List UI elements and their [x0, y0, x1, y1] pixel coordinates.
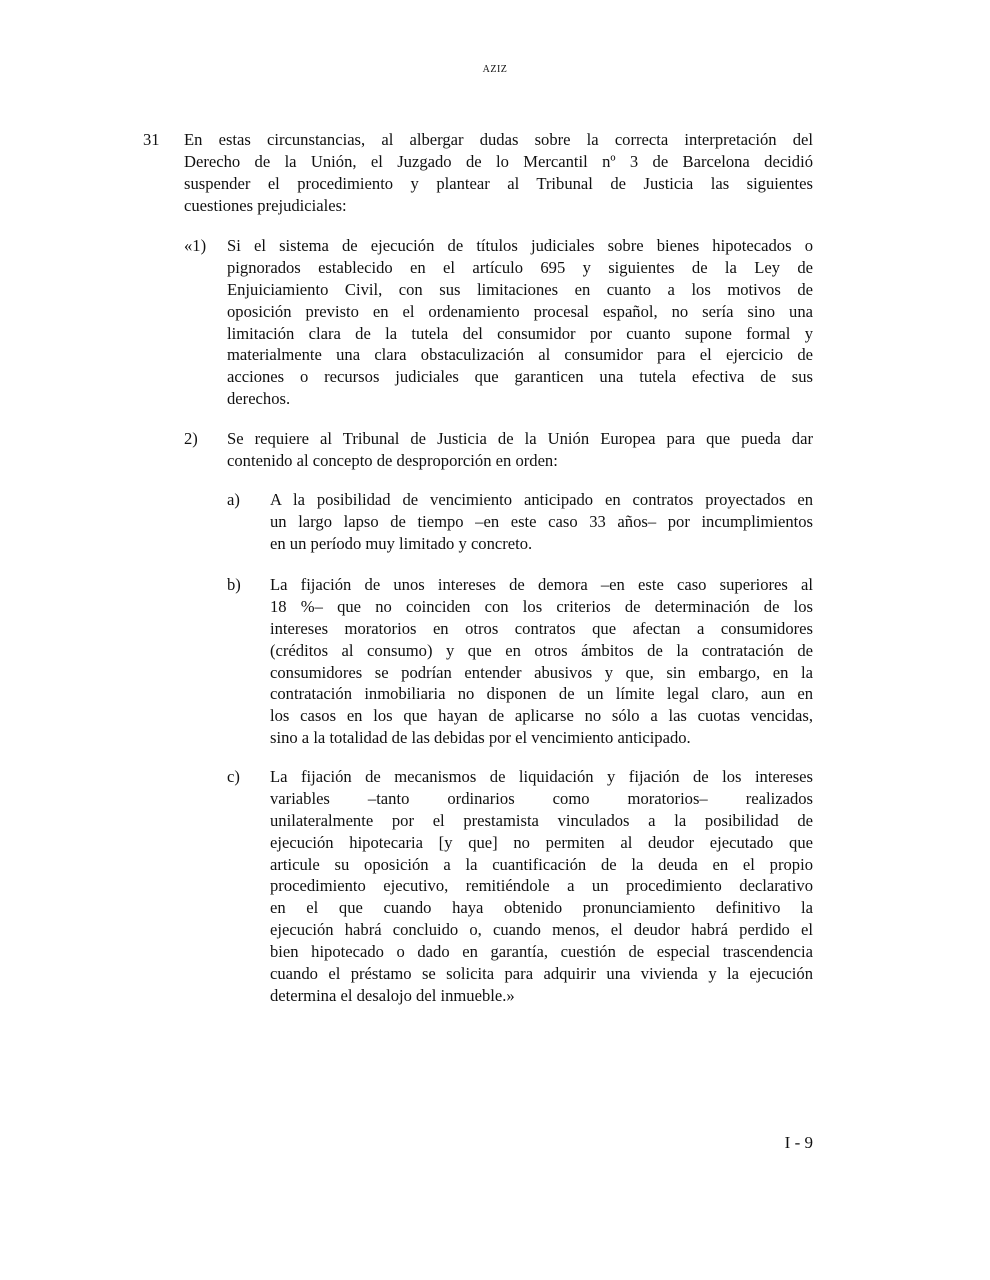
text-line: intereses moratorios en otros contratos que afectan a consumidores	[270, 618, 813, 638]
paragraph-number: «1)	[184, 236, 207, 255]
text-line: sino a la totalidad de las debidas por el vencimiento anticipado.	[270, 728, 691, 748]
text-line: cuando el préstamo se solicita para adquirir una vivienda y la ejecución	[270, 964, 813, 984]
text-line: pignorados establecido en el artículo 695 y siguientes de la Ley de	[227, 257, 813, 277]
text-line: cuestiones prejudiciales:	[184, 195, 347, 215]
text-line: oposición previsto en el ordenamiento procesal español, no sería sino una	[227, 301, 813, 321]
text-line: La fijación de unos intereses de demora –en este caso superiores al	[270, 575, 813, 594]
paragraph-number: 2)	[184, 429, 198, 448]
paragraph-number: 31	[143, 130, 160, 149]
text-line: ejecución hipotecaria [y que] no permiten al deudor ejecutado que	[270, 832, 813, 852]
text-line: Enjuiciamiento Civil, con sus limitaciones en cuanto a los motivos de	[227, 279, 813, 299]
text-line: contratación inmobiliaria no disponen de un límite legal claro, aun en	[270, 684, 813, 704]
text-line: variables –tanto ordinarios como moratorios– realizados	[270, 788, 813, 808]
text-line: En estas circunstancias, al albergar dudas sobre la correcta interpretación del	[184, 130, 813, 149]
text-line: unilateralmente por el prestamista vinculados a la posibilidad de	[270, 810, 813, 830]
text-line: articule su oposición a la cuantificación de la deuda en el propio	[270, 854, 813, 874]
text-line: bien hipotecado o dado en garantía, cuestión de especial trascendencia	[270, 942, 813, 962]
text-line: La fijación de mecanismos de liquidación y fijación de los intereses	[270, 767, 813, 786]
text-line: 18 %– que no coinciden con los criterios de determinación de los	[270, 596, 813, 616]
paragraph-number: b)	[227, 575, 241, 594]
text-line: determina el desalojo del inmueble.»	[270, 985, 515, 1005]
running-header: AZIZ	[482, 64, 508, 75]
text-line: en el que cuando haya obtenido pronunciamiento definitivo la	[270, 898, 813, 918]
page-number: I - 9	[784, 1133, 813, 1152]
paragraph-number: a)	[227, 490, 240, 509]
text-line: (créditos al consumo) y que en otros ámbitos de la contratación de	[270, 640, 813, 660]
text-line: en un período muy limitado y concreto.	[270, 533, 533, 553]
text-line: consumidores se podrían entender abusivos y que, sin embargo, en la	[270, 662, 813, 682]
text-line: contenido al concepto de desproporción en orden:	[227, 450, 558, 470]
text-line: Derecho de la Unión, el Juzgado de lo Mercantil nº 3 de Barcelona decidió	[184, 151, 813, 171]
text-line: materialmente una clara obstaculización al consumidor para el ejercicio de	[227, 345, 813, 365]
text-line: procedimiento ejecutivo, remitiéndole a un procedimiento declarativo	[270, 876, 813, 896]
text-line: A la posibilidad de vencimiento anticipado en contratos proyectados en	[270, 490, 813, 509]
text-line: Si el sistema de ejecución de títulos judiciales sobre bienes hipotecados o	[227, 236, 813, 255]
text-line: ejecución habrá concluido o, cuando menos, el deudor habrá perdido el	[270, 920, 813, 940]
text-line: suspender el procedimiento y plantear al Tribunal de Justicia las siguientes	[184, 173, 813, 193]
text-line: los casos en los que hayan de aplicarse no sólo a las cuotas vencidas,	[270, 706, 813, 726]
paragraph-number: c)	[227, 767, 240, 786]
text-line: un largo lapso de tiempo –en este caso 33 años– por incumplimientos	[270, 511, 813, 531]
text-line: acciones o recursos judiciales que garanticen una tutela efectiva de sus	[227, 367, 813, 387]
text-line: limitación clara de la tutela del consumidor por cuanto supone formal y	[227, 323, 813, 343]
text-line: derechos.	[227, 389, 291, 409]
text-line: Se requiere al Tribunal de Justicia de la Unión Europea para que pueda dar	[227, 429, 813, 448]
